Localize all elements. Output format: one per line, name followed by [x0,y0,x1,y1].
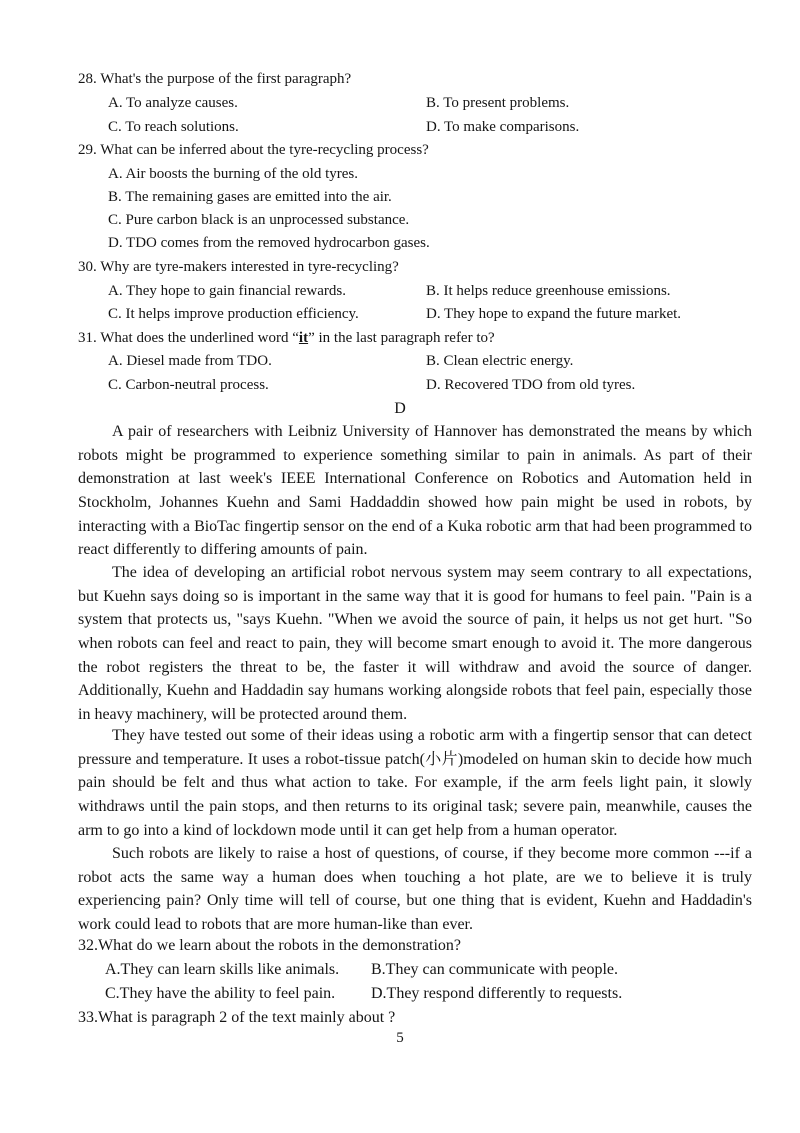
question-28-option-c: C. To reach solutions. [108,119,239,135]
passage-paragraph-4: Such robots are likely to raise a host of questions, of course, if they become more common ---if a robot acts the same way a human does when touching a hot plate, are we to believe it is truly experiencing pain? Only time will tell of course, but one thing that is evident, Kuehn and Haddadin's work could lead to robots that are more human-like than ever. [78,845,752,933]
question-28-stem: 28. What's the purpose of the first paragraph? [78,71,352,87]
question-30-option-c: C. It helps improve production efficiency. [108,306,359,322]
question-29-option-c: C. Pure carbon black is an unprocessed substance. [108,212,410,228]
question-31-stem [78,328,495,348]
underlined-word: it [298,330,309,346]
page-number: 5 [396,1030,404,1046]
passage-paragraph-1: A pair of researchers with Leibniz University of Hannover has demonstrated the means by which robots might be programmed to experience something similar to pain in animals. As part of their demonstration at last week's IEEE International Conference on Robotics and Automation held in Stockholm, Johannes Kuehn and Sami Haddaddin showed how pain might be used in robots, by interacting with a BioTac fingertip sensor on the end of a Kuka robotic arm that had been programmed to react differently to differing amounts of pain. [78,423,752,559]
question-28-option-d: D. To make comparisons. [426,119,580,135]
section-label: D [394,400,406,417]
question-29-option-a: A. Air boosts the burning of the old tyres. [108,166,358,182]
question-32-option-c: C.They have the ability to feel pain. [105,985,336,1002]
question-31-option-a: A. Diesel made from TDO. [108,353,272,369]
question-31-stem-after: ” in the last paragraph refer to? [308,330,495,346]
question-29-option-b: B. The remaining gases are emitted into the air. [108,189,392,205]
question-33-stem: 33.What is paragraph 2 of the text mainly about ? [78,1009,396,1026]
question-32-stem: 32.What do we learn about the robots in the demonstration? [78,937,462,954]
question-28-option-a: A. To analyze causes. [108,95,238,111]
question-32-option-b: B.They can communicate with people. [371,961,619,978]
question-31-option-c: C. Carbon-neutral process. [108,377,269,393]
question-31-option-b: B. Clean electric energy. [426,353,574,369]
question-28-option-b: B. To present problems. [426,95,570,111]
question-31-option-d: D. Recovered TDO from old tyres. [426,377,636,393]
passage-paragraph-3: They have tested out some of their ideas using a robotic arm with a fingertip sensor that can detect pressure and temperature. It uses a robot-tissue patch(小片)modeled on human skin to decide how much pain should be felt and thus what action to take. For example, if the arm feels light pain, it slowly withdraws until the pain stops, and then returns to its original task; severe pain, meanwhile, causes the arm to go into a kind of lockdown mode until it can get help from a human operator. [78,727,752,839]
question-31-stem-before: 31. What does the underlined word “ [78,330,299,346]
question-32-option-d: D.They respond differently to requests. [371,985,623,1002]
question-29-option-d: D. TDO comes from the removed hydrocarbon gases. [108,235,430,251]
question-30-stem: 30. Why are tyre-makers interested in tyre-recycling? [78,259,399,275]
question-30-option-d: D. They hope to expand the future market. [426,306,682,322]
question-29-stem: 29. What can be inferred about the tyre-recycling process? [78,142,429,158]
question-32-option-a: A.They can learn skills like animals. [105,961,340,978]
passage-paragraph-2: The idea of developing an artificial robot nervous system may seem contrary to all expectations, but Kuehn says doing so is important in the same way that it is good for humans to feel pain. "Pain is a system that protects us, "says Kuehn. "When we avoid the source of pain, it helps us not get hurt. "So when robots can feel and react to pain, they will become smart enough to avoid it. The more dangerous the robot registers the threat to be, the faster it will withdraw and avoid the source of danger. Additionally, Kuehn and Haddadin say humans working alongside robots that feel pain, especially those in heavy machinery, will be protected around them. [78,564,752,723]
question-30-option-a: A. They hope to gain financial rewards. [108,283,346,299]
question-30-option-b: B. It helps reduce greenhouse emissions. [426,283,671,299]
